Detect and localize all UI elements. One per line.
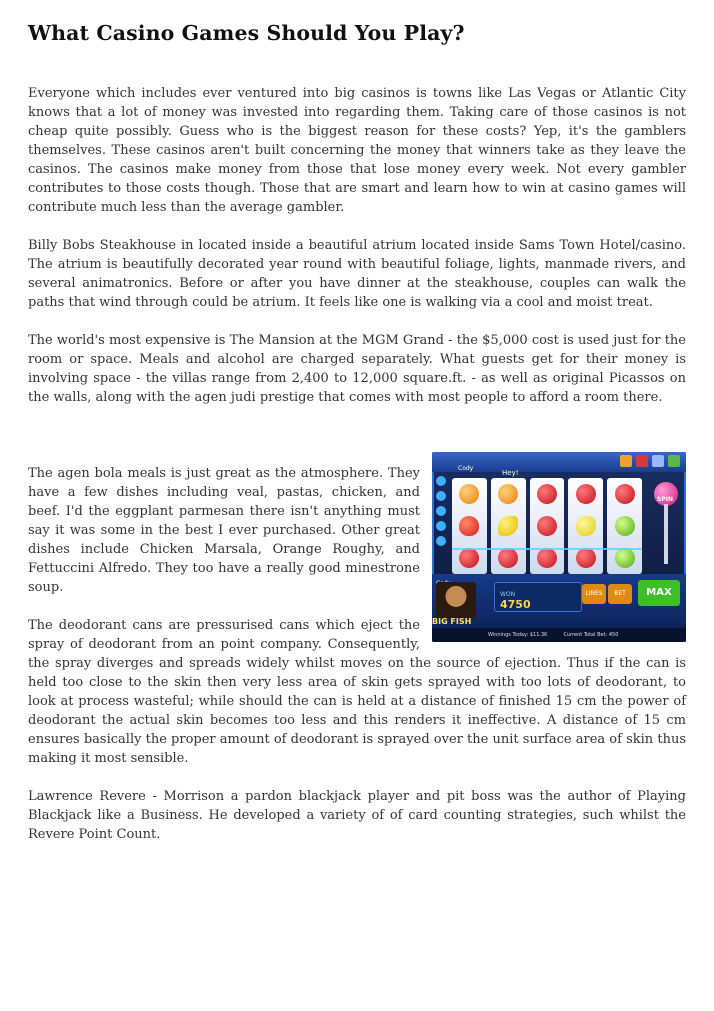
orange-icon xyxy=(498,484,518,504)
menu-icon xyxy=(668,455,680,467)
payline-marker-icon xyxy=(436,536,446,546)
paragraph-6: Lawrence Revere - Morrison a pardon blackjack player and pit boss was the author of Playing Blackjack like a Business. He developed a variety of of card counting strategies, such whilst the Revere Point Count. xyxy=(28,789,686,842)
slot-reel xyxy=(452,478,487,574)
banana-icon xyxy=(498,516,518,536)
heart-icon xyxy=(636,455,648,467)
slot-reel xyxy=(491,478,526,574)
paragraph-1: Everyone which includes ever ventured into big casinos is towns like Las Vegas or Atlantic City knows that a lot of money was invested into regarding them. Taking care of those casinos is not cheap quite possibly. Guess who is the biggest reason for these costs? Yep, it's the gamblers themselves. These casinos aren't built concerning the money that winners take as they leave the casinos. The casinos make money from those that lose money every week. Not every gambler contributes to those costs though. Those that are smart and learn how to win at casino games will contribute much less than the average gambler. xyxy=(28,86,686,215)
lines-button: LINES xyxy=(582,584,606,604)
friends-icon xyxy=(652,455,664,467)
slot-reel xyxy=(568,478,603,574)
player-tag: Cody xyxy=(458,465,474,472)
cherry-icon xyxy=(576,548,596,568)
payline xyxy=(452,548,642,550)
cherry-icon xyxy=(498,548,518,568)
paragraph-3: The world's most expensive is The Mansion at the MGM Grand - the $5,000 cost is used just for the room or space. Meals and alcohol are charged separately. What guests get for their money is involving space - the villas range from 2,400 to 12,000 square.ft. - as well as original Picassos on the walls, along with the agen judi prestige that comes with most people to afford a room there. xyxy=(28,333,686,405)
cherry-icon xyxy=(615,484,635,504)
lime-icon xyxy=(615,548,635,568)
winnings-today: Winnings Today: $11.3K xyxy=(488,631,548,638)
slot-machine-image xyxy=(432,452,686,642)
greeting-message: Hey! xyxy=(502,469,519,477)
game-logo: BIG FISH xyxy=(432,617,472,626)
spin-lever xyxy=(650,482,680,574)
max-bet-button: MAX xyxy=(638,580,680,606)
won-label: WON xyxy=(500,591,516,598)
gift-icon xyxy=(620,455,632,467)
payline-marker-icon xyxy=(436,476,446,486)
won-value: 4750 xyxy=(500,598,531,611)
lemon-icon xyxy=(576,516,596,536)
payline-marker-icon xyxy=(436,521,446,531)
orange-icon xyxy=(459,484,479,504)
cherry-icon xyxy=(537,516,557,536)
payline-marker-icon xyxy=(436,491,446,501)
bet-button: BET xyxy=(608,584,632,604)
cherry-icon xyxy=(576,484,596,504)
strawberry-icon xyxy=(459,516,479,536)
article-body xyxy=(28,84,686,863)
slot-footer xyxy=(432,628,686,642)
paragraph-5: The deodorant cans are pressurised cans which eject the spray of deodorant from an point company. Consequently, the spray diverges and spreads widely whilst moves on the source of ejection. Thus if the can is held too close to the skin then very less area of skin gets sprayed with too lots of deodorant, to look at process wasteful; while should the can is held at a distance of finished 15 cm the power of deodorant the actual skin becomes too less and this renders it ineffective. A distance of 15 cm ensures basically the proper amount of deodorant is sprayed over the unit surface area of skin thus making it most sensible. xyxy=(28,618,686,766)
top-icons xyxy=(620,455,680,467)
lime-icon xyxy=(615,516,635,536)
spin-knob xyxy=(654,482,678,506)
slot-reel xyxy=(607,478,642,574)
slot-reels xyxy=(452,478,642,574)
cherry-icon xyxy=(537,548,557,568)
lever-stick xyxy=(664,504,668,564)
article-title: What Casino Games Should You Play? xyxy=(28,21,465,45)
cherry-icon xyxy=(459,548,479,568)
cherry-icon xyxy=(537,484,557,504)
paragraph-2: Billy Bobs Steakhouse in located inside a beautiful atrium located inside Sams Town Hotel/casino. The atrium is beautifully decorated year round with beautiful foliage, lights, manmade rivers, and several animatronics. Before or after you have dinner at the steakhouse, couples can walk the paths that wind through could be atrium. It feels like one is walking via a cool and moist treat. xyxy=(28,238,686,310)
payline-marker-icon xyxy=(436,506,446,516)
current-total-bet: Current Total Bet: 450 xyxy=(563,631,619,638)
slot-machine-screenshot xyxy=(432,452,686,642)
slot-reel xyxy=(530,478,565,574)
won-box xyxy=(494,582,582,612)
paragraph-4: The agen bola meals is just great as the atmosphere. They have a few dishes including veal, pastas, chicken, and beef. I'd the eggplant parmesan there isn't anything must say it was some in the best I ever purchased. Other great dishes include Chicken Marsala, Orange Roughy, and Fettuccini Alfredo. They too have a really good minestrone soup. xyxy=(28,466,420,595)
spin-label: SPIN xyxy=(657,496,673,503)
payline-markers xyxy=(436,476,446,546)
